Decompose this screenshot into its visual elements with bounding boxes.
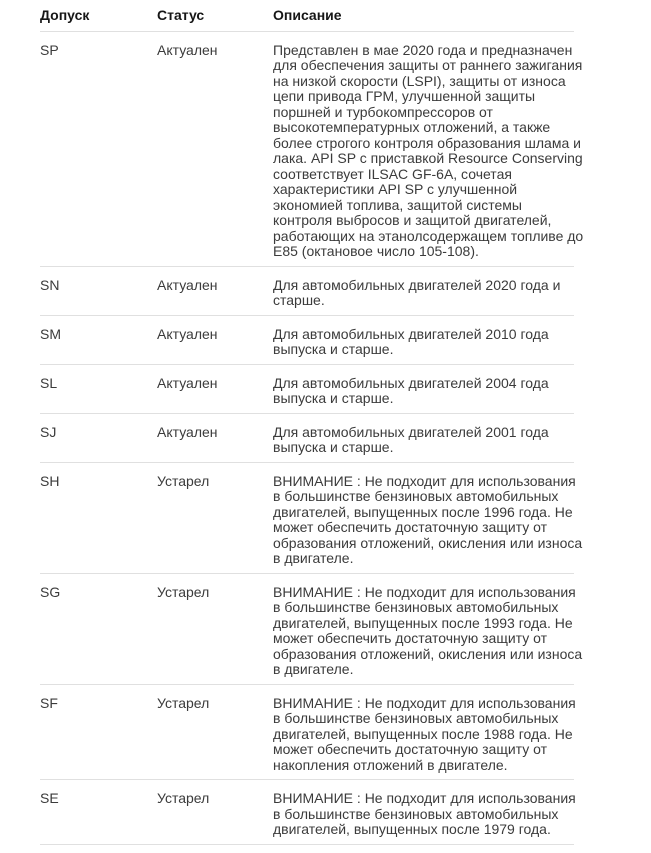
- description-value: ВНИМАНИЕ : Не подходит для использования в большинстве бензиновых автомобильных двигателей, выпущенных после 1988 года. Не может обеспечить достаточную защиту от накопления отложений в двигателе.: [273, 694, 576, 773]
- description-value: ВНИМАНИЕ : Не подходит для использования в большинстве бензиновых автомобильных двигателей, выпущенных после 1993 года. Не может обеспечить достаточную защиту от образования отложений, окисления или износа в двигателе.: [273, 583, 583, 677]
- approval-code: SP: [40, 41, 59, 58]
- table-row-se: [40, 780, 651, 845]
- table-row-sp: [40, 32, 651, 267]
- column-header-approval: Допуск: [40, 7, 90, 23]
- description-value: Для автомобильных двигателей 2004 года выпуска и старше.: [273, 374, 549, 406]
- description-value: Представлен в мае 2020 года и предназначен для обеспечения защиты от раннего зажигания на низкой скорости (LSPI), защиты от износа цепи привода ГРМ, улучшенной защиты поршней и турбокомпрессоров от высокотемпературных отложений, а также более строгого контроля образования шлама и лака. API SP с приставкой Resource Conserving соответствует ILSAC GF-6A, сочетая характеристики API SP с улучшенной экономией топлива, защитой системы контроля выбросов и защитой двигателей, работающих на этанолсодержащем топливе до E85 (октановое число 105-108).: [273, 41, 584, 259]
- status-value: Актуален: [157, 325, 218, 342]
- approval-code: SM: [40, 325, 61, 342]
- table-header-row: [40, 8, 651, 32]
- table-row-sf: [40, 685, 651, 781]
- description-value: Для автомобильных двигателей 2010 года выпуска и старше.: [273, 325, 549, 357]
- column-header-status: Статус: [157, 7, 205, 23]
- table-row-sj: [40, 414, 651, 463]
- description-value: ВНИМАНИЕ : Не подходит для использования в большинстве бензиновых автомобильных двигателей, выпущенных после 1979 года.: [273, 790, 576, 837]
- table-row-sn: [40, 267, 651, 316]
- table-row-sm: [40, 316, 651, 365]
- status-value: Устарел: [157, 472, 210, 489]
- approval-code: SF: [40, 694, 58, 711]
- approval-code: SL: [40, 374, 58, 391]
- approval-code: SJ: [40, 423, 57, 440]
- approval-code: SH: [40, 472, 60, 489]
- table-row-sl: [40, 365, 651, 414]
- description-value: Для автомобильных двигателей 2020 года и старше.: [273, 276, 561, 308]
- approval-code: SN: [40, 276, 60, 293]
- description-value: Для автомобильных двигателей 2001 года выпуска и старше.: [273, 423, 549, 455]
- status-value: Устарел: [157, 694, 210, 711]
- column-header-description: Описание: [273, 7, 342, 23]
- status-value: Устарел: [157, 583, 210, 600]
- status-value: Актуален: [157, 423, 218, 440]
- table-row-sh: [40, 463, 651, 574]
- status-value: Актуален: [157, 374, 218, 391]
- approval-code: SG: [40, 583, 61, 600]
- table-row-sg: [40, 574, 651, 685]
- approval-code: SE: [40, 790, 59, 806]
- status-value: Актуален: [157, 41, 218, 58]
- api-approvals-table: [40, 0, 651, 845]
- description-value: ВНИМАНИЕ : Не подходит для использования в большинстве бензиновых автомобильных двигателей, выпущенных после 1996 года. Не может обеспечить достаточную защиту от образования отложений, окисления или износа в двигателе.: [273, 472, 583, 566]
- status-value: Актуален: [157, 276, 218, 293]
- status-value: Устарел: [157, 790, 210, 806]
